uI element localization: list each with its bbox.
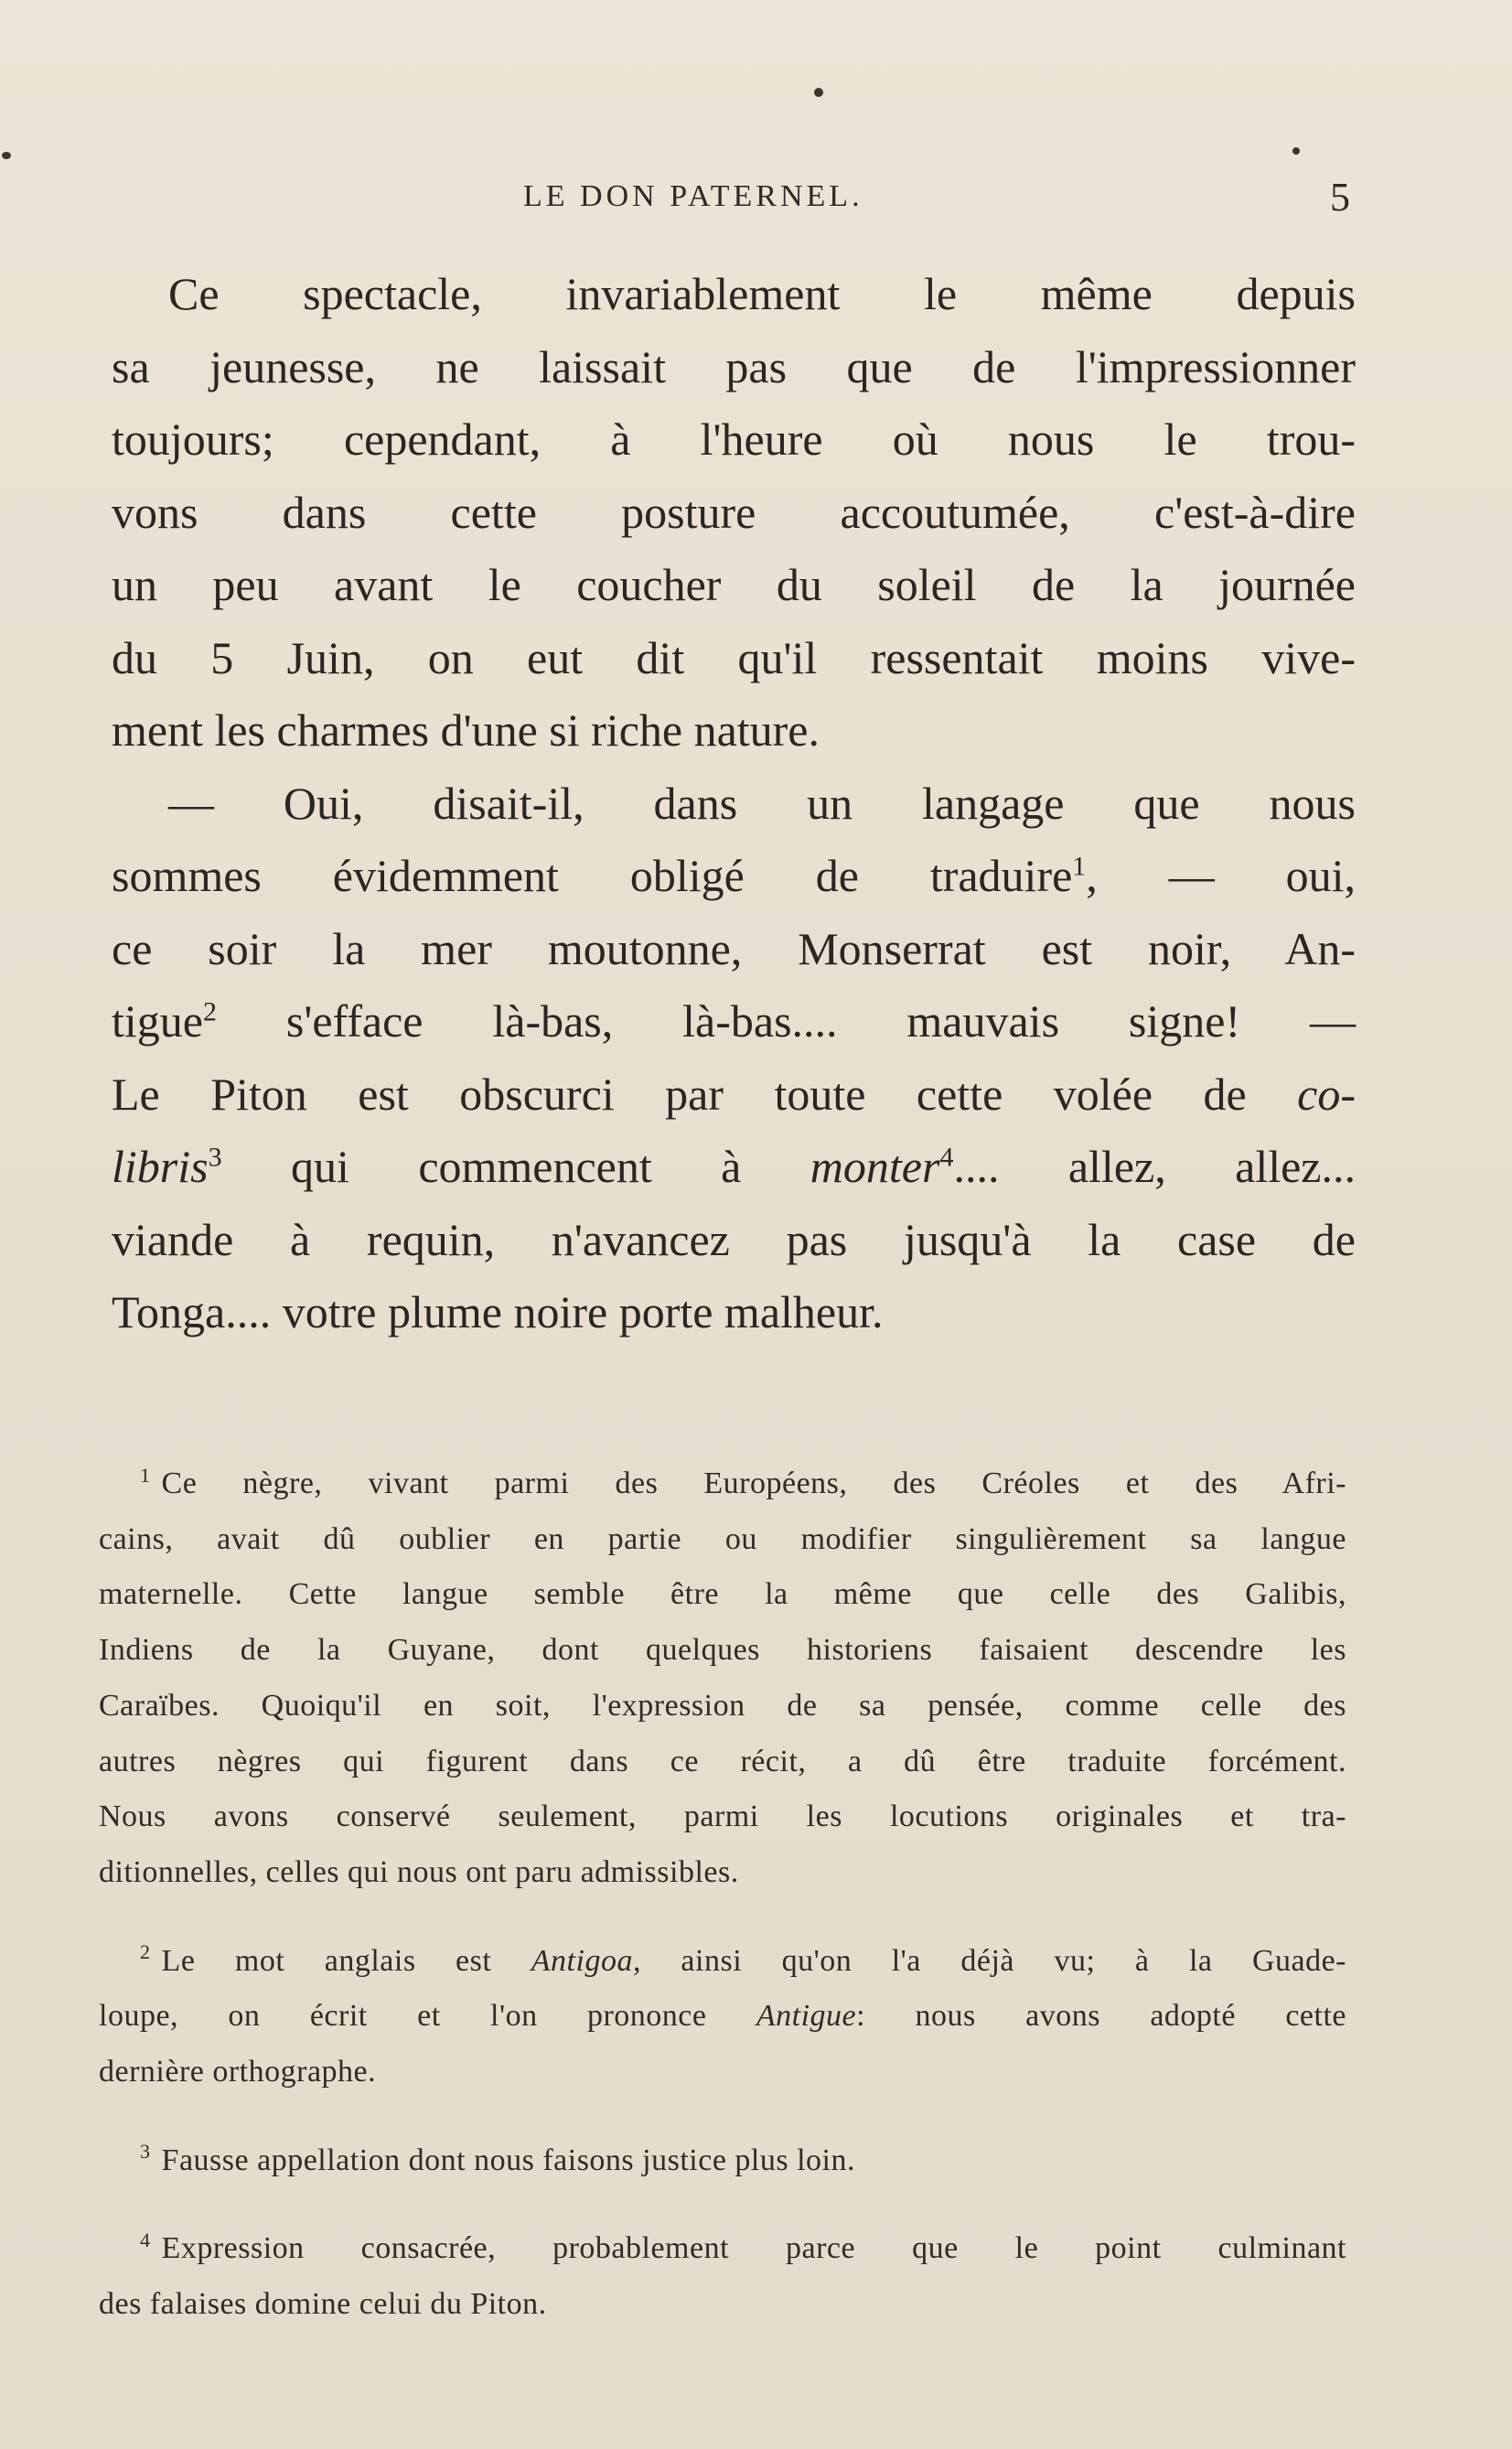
text-line: sa jeunesse, ne laissait pas que de l'impressionner	[112, 340, 1356, 392]
footnote-ref-2: 2	[202, 996, 217, 1027]
main-text	[112, 258, 1356, 1349]
text-line: libris$^3$ qui commencent à monter$^4$.... allez, allez...	[112, 1141, 1356, 1192]
text-line: ment les charmes d'une si riche nature.	[112, 704, 820, 756]
text-line: tigue$^2$ s'efface là-bas, là-bas.... mauvais signe! —	[112, 995, 1356, 1047]
text-line: Tonga.... votre plume noire porte malheur.	[112, 1286, 884, 1337]
text-line: — Oui, disait-il, dans un langage que nous	[168, 777, 1356, 829]
print-mark	[2, 152, 11, 159]
footnote-4: $^4$ Expression consacrée, probablement parce que le point culminant des falaises domine celui du Piton.	[99, 2229, 1346, 2322]
text-line: viande à requin, n'avancez pas jusqu'à la case de	[112, 1213, 1356, 1265]
text-line: un peu avant le coucher du soleil de la journée	[112, 559, 1356, 610]
page-header	[0, 175, 1512, 225]
footnote-2: $^2$ Le mot anglais est Antigoa, ainsi qu'on l'a déjà vu; à la Guade- loupe, on écrit et l'on prononce Antigue: nous avons adopté cette dernière orthographe.	[99, 1940, 1347, 2089]
text-line: Le Piton est obscurci par toute cette volée de co-	[112, 1068, 1356, 1120]
page-number: 5	[1330, 175, 1350, 220]
print-mark	[1292, 147, 1300, 155]
footnote-number: 4	[140, 2229, 151, 2252]
footnote-ref-3: 3	[208, 1142, 222, 1173]
footnote-number: 2	[140, 1940, 151, 1964]
footnote-ref-1: 1	[1072, 851, 1087, 882]
text-line: toujours; cependant, à l'heure où nous le trou-	[112, 414, 1356, 465]
text-line: ce soir la mer moutonne, Monserrat est noir, An-	[112, 922, 1356, 974]
footnote-number: 3	[140, 2140, 151, 2164]
text-line: Ce spectacle, invariablement le même depuis	[168, 268, 1356, 319]
print-mark	[814, 88, 823, 97]
footnote-1: $^1$ Ce nègre, vivant parmi des Européens, des Créoles et des Afri- cains, avait dû oublier en partie ou modifier singulièrement sa langue maternelle. Cette langue semble être la même que celle des Galibis, Indiens de la Guyane, dont quelques historiens faisaient descendre les Caraïbes. Quoiqu'il en soit, l'expression de sa pensée, comme celle des autres nègres qui figurent dans ce récit, a dû être traduite forcément. Nous avons conservé seulement, parmi les locutions originales et tra- ditionnelles, celles qui nous ont paru admissibles.	[99, 1463, 1346, 1889]
text-line: vons dans cette posture accoutumée, c'est-à-dire	[112, 486, 1356, 538]
text-line: sommes évidemment obligé de traduire$^1$, — oui,	[112, 850, 1356, 901]
running-title: LE DON PATERNEL.	[523, 179, 863, 213]
footnote-3: $^3$ Fausse appellation dont nous faisons justice plus loin.	[99, 2133, 1346, 2189]
footnote-number: 1	[140, 1463, 151, 1487]
text-line: du 5 Juin, on eut dit qu'il ressentait moins vive-	[112, 631, 1356, 683]
footnotes	[99, 1456, 1346, 2366]
footnote-ref-4: 4	[939, 1142, 954, 1173]
